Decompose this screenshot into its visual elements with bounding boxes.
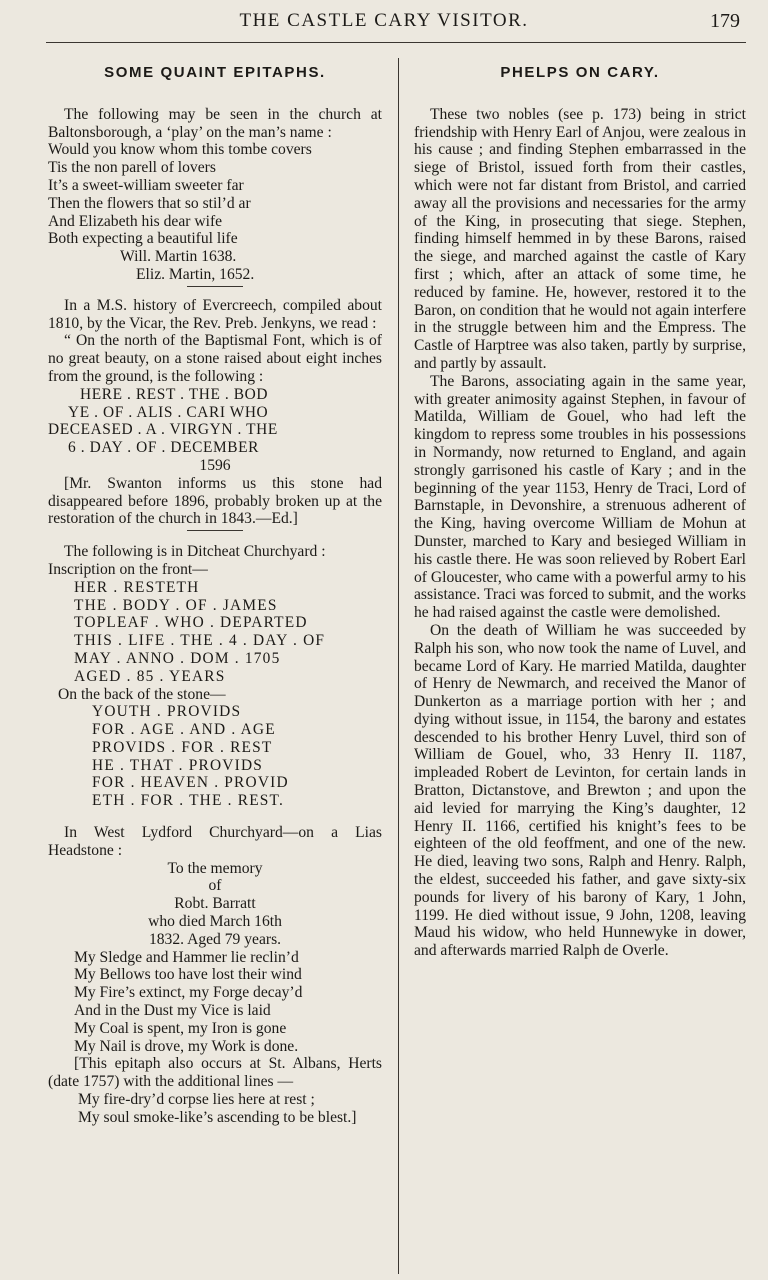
inscription-line: HE . THAT . PROVIDS bbox=[92, 756, 264, 774]
section-separator bbox=[187, 286, 243, 287]
inscription-line: THE . BODY . OF . JAMES bbox=[74, 596, 278, 614]
inscription-line: DECEASED . A . VIRGYN . THE bbox=[48, 421, 278, 439]
right-column bbox=[414, 58, 746, 960]
evercreech-quote: “ On the north of the Baptismal Font, which is of no great beauty, on a stone raised about eight inches from the ground, is the following : bbox=[48, 332, 382, 385]
verse-line: Would you know whom this tombe covers bbox=[48, 141, 312, 159]
inscription-line: PROVIDS . FOR . REST bbox=[92, 738, 273, 756]
inscription-line: YOUTH . PROVIDS bbox=[92, 703, 242, 721]
verse-line: Then the flowers that so stil’d ar bbox=[48, 194, 251, 212]
phelps-paragraph: The Barons, associating again in the same year, with greater animosity against Stephen, in favour of Matilda, William de Gouel, who had left the kingdom to repress some troubles in his possessions in Normandy, now returned to England, and again strongly garrisoned his castle of Kary ; and in the beginning of the year 1153, Henry de Traci, Lord of Barnstaple, in Devonshire, a strenuous adherent of the King, having overcome William de Mohun at Dunster, marched to Kary and besieged William in his castle there. He was soon relieved by Robert Earl of Gloucester, who came with a powerful army to his assistance. Traci was forced to submit, and the works he had raised against the castle were demolished. bbox=[414, 372, 746, 622]
section-heading-phelps: PHELPS ON CARY. bbox=[500, 64, 660, 81]
inscription-line: TOPLEAF . WHO . DEPARTED bbox=[74, 614, 308, 632]
verse-line: It’s a sweet-william sweeter far bbox=[48, 176, 244, 194]
back-label: On the back of the stone— bbox=[58, 685, 226, 703]
running-title: THE CASTLE CARY VISITOR. bbox=[239, 10, 529, 31]
inscription-line: 6 . DAY . OF . DECEMBER bbox=[68, 439, 259, 457]
inscription-line: HER . RESTETH bbox=[74, 578, 200, 596]
front-label: Inscription on the front— bbox=[48, 560, 208, 578]
ditcheat-intro: The following is in Ditcheat Churchyard : bbox=[64, 543, 326, 561]
inscription-line: FOR . HEAVEN . PROVID bbox=[92, 774, 289, 792]
epitaph-name: Eliz. Martin, 1652. bbox=[136, 265, 255, 283]
verse-line: Both expecting a beautiful life bbox=[48, 230, 238, 248]
evercreech-note: [Mr. Swanton informs us this stone had disappeared before 1896, probably broken up at the restoration of the church in 1843.—Ed.] bbox=[48, 474, 382, 528]
running-head bbox=[0, 10, 768, 40]
section-separator bbox=[187, 530, 243, 531]
epitaph-name: Will. Martin 1638. bbox=[120, 248, 237, 266]
memorial-line: Robt. Barratt bbox=[174, 895, 256, 913]
phelps-paragraph: On the death of William he was succeeded by Ralph his son, who now took the name of Luvel, and became Lord of Kary. He married Matilda, daughter of Henry de Newmarch, and received the Manor of Dunkerton as a marriage portion with her ; and dying without issue, in 1154, the barony and estates descended to his brother Henry Luvel, third son of William de Gouel, who, 33 Henry II. 1187, impleaded Robert de Levinton, for certain lands in Bratton, Dictanstove, and Brewton ; and upon the aid levied for marrying the King’s daughter, 12 Henry II. 1166, certified his knight’s fees to be eighteen of the old feoffment, and one of the new. He died, leaving two sons, Ralph and Henry. Ralph, the eldest, succeeded his father, and gave sixty-six pounds for livery of his barony of Kary, 1 John, 1199. He died without issue, 9 John, 1208, leaving Maud his widow, who held Hunnewyke in dower, and afterwards married Ralph de Overle. bbox=[414, 621, 746, 960]
verse-line: My Bellows too have lost their wind bbox=[74, 966, 302, 984]
verse-line: And in the Dust my Vice is laid bbox=[74, 1002, 271, 1020]
west-lydford-intro: In West Lydford Churchyard—on a Lias Headstone : bbox=[48, 824, 382, 859]
left-column bbox=[48, 58, 382, 1127]
inscription-line: FOR . AGE . AND . AGE bbox=[92, 721, 276, 739]
baltonsborough-intro: The following may be seen in the church at Baltonsborough, a ‘play’ on the man’s name : bbox=[48, 105, 382, 141]
inscription-line: MAY . ANNO . DOM . 1705 bbox=[74, 649, 281, 667]
extra-line: My soul smoke-like’s ascending to be blest.] bbox=[78, 1108, 357, 1126]
memorial-line: who died March 16th bbox=[148, 913, 282, 931]
memorial-line: of bbox=[208, 877, 222, 895]
verse-line: My Sledge and Hammer lie reclin’d bbox=[74, 948, 299, 966]
inscription-line: YE . OF . ALIS . CARI WHO bbox=[68, 403, 269, 421]
extra-line: My fire-dry’d corpse lies here at rest ; bbox=[78, 1091, 315, 1109]
st-albans-note: [This epitaph also occurs at St. Albans, Herts (date 1757) with the additional lines — bbox=[48, 1055, 382, 1091]
memorial-line: To the memory bbox=[167, 859, 263, 877]
verse-line: My Coal is spent, my Iron is gone bbox=[74, 1019, 287, 1037]
evercreech-intro: In a M.S. history of Evercreech, compiled about 1810, by the Vicar, the Rev. Preb. Jenkyns, we read : bbox=[48, 296, 382, 332]
section-heading-epitaphs: SOME QUAINT EPITAPHS. bbox=[104, 64, 326, 81]
inscription-line: AGED . 85 . YEARS bbox=[74, 667, 226, 685]
phelps-paragraph: These two nobles (see p. 173) being in strict friendship with Henry Earl of Anjou, were zealous in his cause ; and finding Stephen embarrassed in the siege of Bristol, issued forth from their castles, which were not far distant from Bristol, and carried away all the provisions and necessaries for the army of the King, in prosecuting that siege. Stephen, finding himself hemmed in by these Barons, raised the siege, and marched against the castle of Kary first ; which, after an attack of some time, he reduced by famine. He, however, restored it to the Baron, on condition that he would not again interfere in the struggle between him and the Empress. The Castle of Harptree was also taken, partly by surprise, and partly by assault. bbox=[414, 105, 746, 372]
spacer bbox=[48, 810, 382, 824]
memorial-line: 1832. Aged 79 years. bbox=[148, 930, 282, 948]
inscription-line: HERE . REST . THE . BOD bbox=[80, 385, 269, 403]
column-divider bbox=[398, 58, 399, 1274]
inscription-line: THIS . LIFE . THE . 4 . DAY . OF bbox=[74, 632, 326, 650]
inscription-line: ETH . FOR . THE . REST. bbox=[92, 792, 285, 810]
verse-line: And Elizabeth his dear wife bbox=[48, 212, 223, 230]
page-number: 179 bbox=[710, 10, 740, 32]
inscription-year: 1596 bbox=[199, 456, 231, 474]
verse-line: My Fire’s extinct, my Forge decay’d bbox=[74, 984, 303, 1002]
header-rule bbox=[46, 42, 746, 43]
verse-line: Tis the non parell of lovers bbox=[48, 159, 216, 177]
verse-line: My Nail is drove, my Work is done. bbox=[74, 1037, 299, 1055]
